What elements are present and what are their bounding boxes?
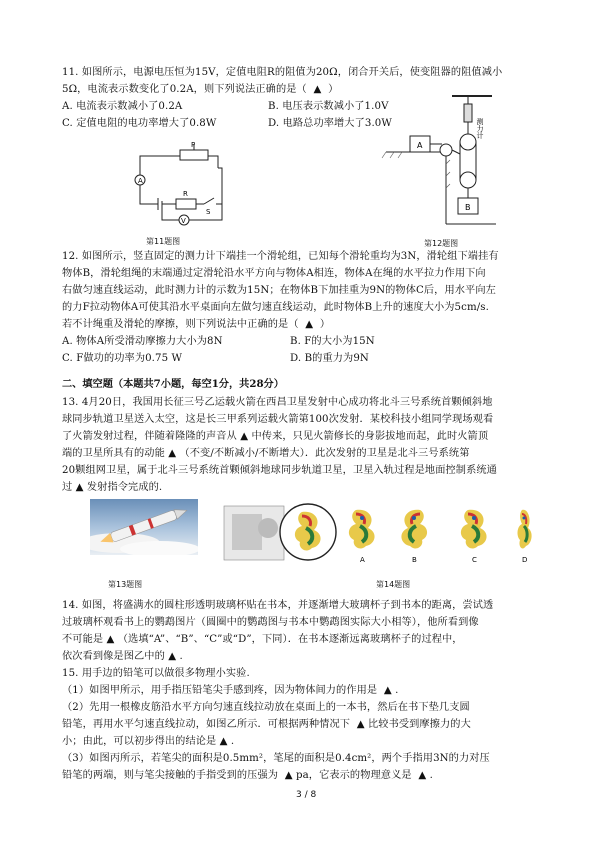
page-number: 3 / 8 [296,790,317,800]
parrot-image-c [461,510,487,549]
q11-option-d: D. 电路总功率增大了3.0W [268,118,392,129]
q13-line4: 端的卫星所具有的动能 ▲ （不变/不断减小/不断增大）．此次发射的卫星是北斗三号系统第 [62,448,470,459]
q12-option-a: A. 物体A所受滑动摩擦力大小为8N [62,336,223,347]
q12-option-c: C. F做功的功率为0.75 W [62,353,183,364]
q14-line2: 过玻璃杯观看书上的鹦鹉图片（圆圈中的鹦鹉图与书本中鹦鹉图实际大小相等），他所看到像 [62,617,479,628]
block-b-label: B [465,203,471,212]
q15-line1: 15. 用手边的铅笔可以做很多物理小实验. [62,668,250,679]
block-a-label: A [417,141,423,150]
parrot-image-b [401,510,427,549]
q15-line2: （1）如图甲所示，用手指压铅笔尖手感到疼，因为物体间力的作用是 ▲ . [62,685,399,696]
q12-line2: 物体B，滑轮组绳的末端通过定滑轮沿水平方向与物体A相连，物体A在绳的水平拉力作用下向 [62,268,486,279]
option-a-label: A [360,556,365,564]
q11-line2: 5Ω，电流表示数变化了0.2A，则下列说法正确的是（ ▲ ） [62,84,339,95]
q12-line3: 右做匀速直线运动，此时测力计的示数为15N；在物体B下加挂重为9N的物体C后，用水平向左 [62,285,496,296]
q12-figure-caption: 第12题图 [424,239,459,248]
switch-label: S [206,208,211,216]
q11-option-b: B. 电压表示数减小了1.0V [268,101,389,112]
option-b-label: B [412,556,417,564]
q12-option-b: B. F的大小为15N [290,336,375,347]
q13-figure-caption: 第13题图 [108,580,143,589]
q15-line3: （2）先用一根橡皮筋沿水平方向匀速直线拉动放在桌面上的一本书，然后在书下垫几支圆 [62,702,470,713]
q15-line6: （3）如图丙所示，若笔尖的面积是0.5mm²，笔尾的面积是0.4cm²，两个手指用3N的力对压 [62,753,490,764]
voltmeter-label: V [181,217,186,225]
q13-line2: 球同步轨道卫星送入太空，这是长三甲系列运载火箭第100次发射．某校科技小组同学现场观看 [62,414,494,425]
ammeter-label: A [138,177,143,185]
q14-parrot-figure [222,498,552,568]
q13-line1: 13. 4月20日，我国用长征三号乙运载火箭在西昌卫星发射中心成功将北斗三号系统首颗倾斜地 [62,397,493,408]
rocket-image [90,499,198,555]
slider-label: P [191,141,196,149]
q13-line3: 了火箭发射过程，伴随着隆隆的声音从 ▲ 中传来，只见火箭修长的身影拔地而起，此时火箭顶 [62,431,489,442]
q14-line4: 依次看到像是图乙中的 ▲ . [62,651,183,662]
section-2-heading: 二、填空题（本题共7小题，每空1分，共28分） [62,378,284,390]
q12-option-d: D. B的重力为9N [290,353,369,364]
q11-option-a: A. 电流表示数减小了0.2A [62,101,183,112]
scale-label: 测力计 [476,118,484,139]
resistor-label: R [183,190,188,198]
q11-figure-caption: 第11题图 [146,237,181,246]
q12-pulley-diagram [380,94,500,234]
q11-circuit-diagram [118,140,238,228]
q11-option-c: C. 定值电阻的电功率增大了0.8W [62,118,217,129]
q12-line1: 12. 如图所示，竖直固定的测力计下端挂一个滑轮组，已知每个滑轮重均为3N，滑轮组下端挂有 [62,251,499,262]
q12-line5: 若不计绳重及滑轮的摩擦，则下列说法中正确的是（ ▲ ） [62,319,331,330]
option-c-label: C [472,556,477,564]
q14-line3: 不可能是 ▲ （选填“A”、“B”、“C”或“D”，下同）．在书本逐渐远离玻璃杯子的过程中， [62,634,463,645]
q13-line5: 20颗组网卫星，属于北斗三号系统首颗倾斜地球同步轨道卫星，卫星入轨过程是地面控制系统通 [62,465,497,476]
q11-line1: 11. 如图所示，电源电压恒为15V，定值电阻R的阻值为20Ω，闭合开关后，使变阻器的阻值减小 [62,67,503,78]
parrot-image-a [349,510,375,549]
q13-line6: 过 ▲ 发射指令完成的. [62,482,163,493]
q13-rocket-photo [90,499,198,555]
option-d-label: D [522,556,528,564]
q14-line1: 14. 如图，将盛满水的圆柱形透明玻璃杯贴在书本，并逐渐增大玻璃杯子到书本的距离，尝试透 [62,600,494,611]
q14-figure-caption: 第14题图 [376,580,411,589]
q15-line4: 铅笔，再用水平匀速直线拉动，如图乙所示．可根据两种情况下 ▲ 比较书受到摩擦力的大 [62,719,471,730]
q15-line7: 铅笔的两端，则与笔尖接触的手指受到的压强为 ▲ pa，它表示的物理意义是 ▲ . [62,770,433,781]
parrot-image-d [518,510,532,549]
q15-line5: 小；由此，可以初步得出的结论是 ▲ . [62,736,235,747]
lens-circle [280,504,336,560]
q12-line4: 的力F拉动物体A可使其沿水平桌面向左做匀速直线运动，此时物体B上升的速度大小为5cm/s. [62,302,489,313]
